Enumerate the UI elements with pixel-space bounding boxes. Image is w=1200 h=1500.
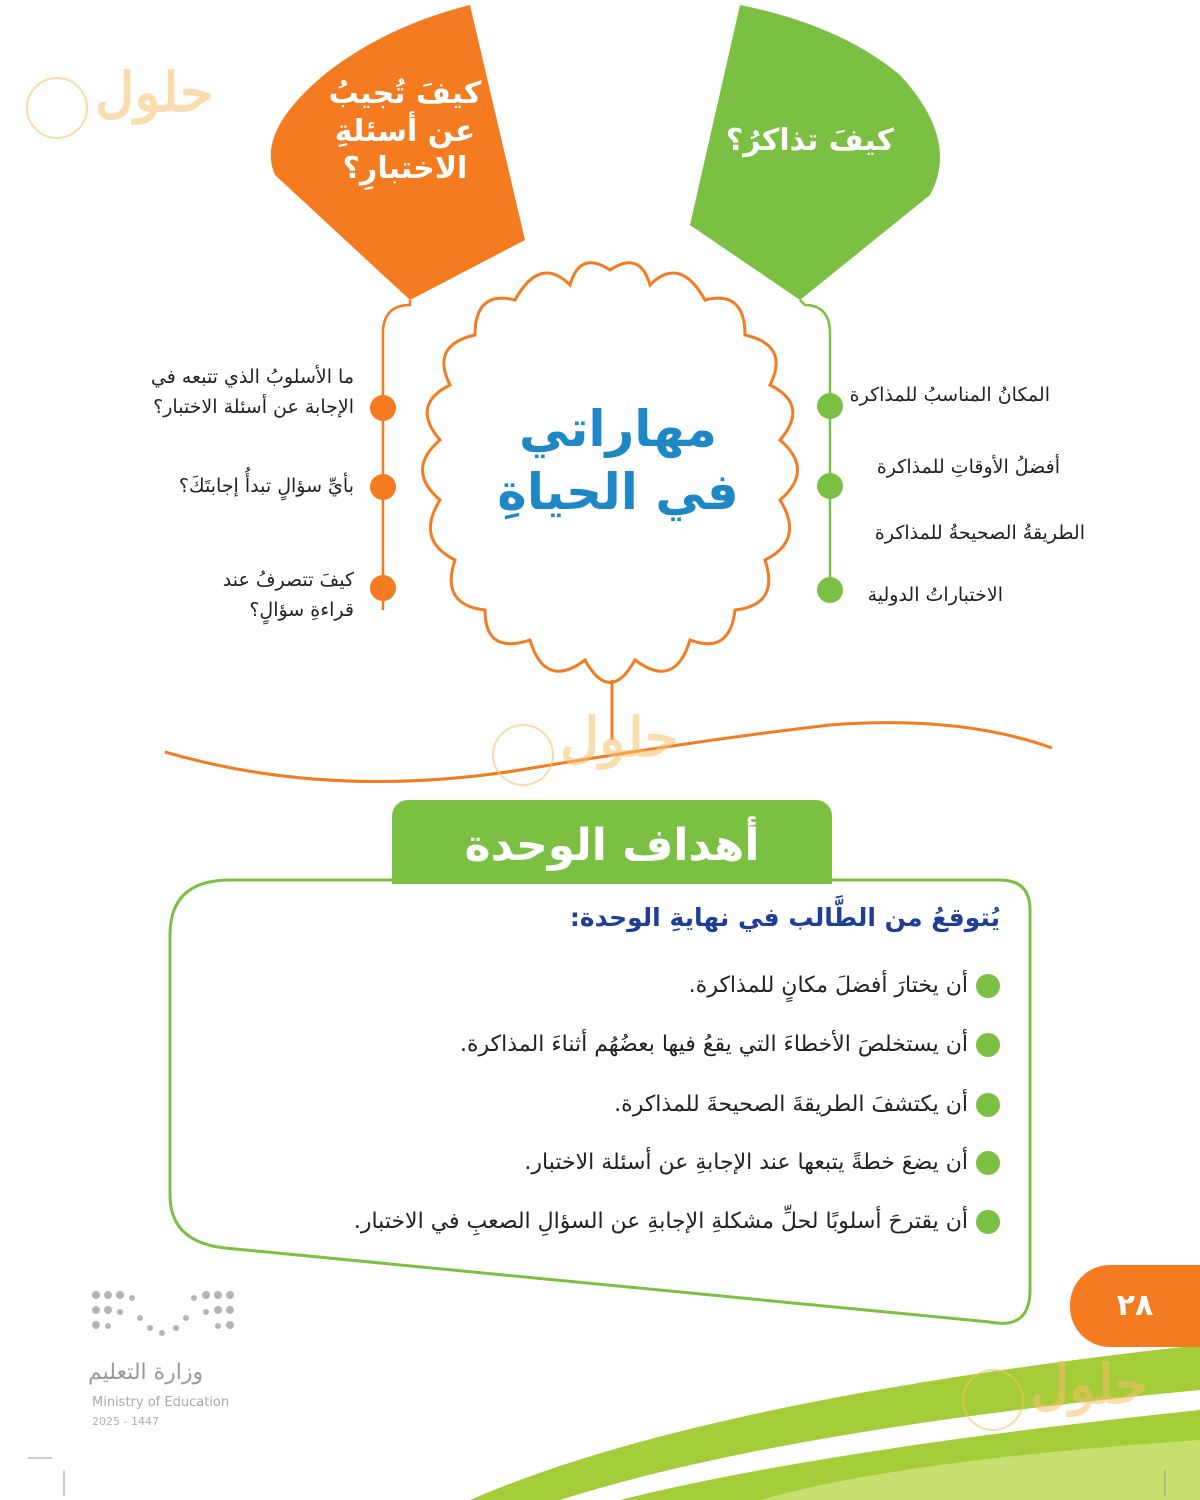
green-branch-item: الطريقةُ الصحيحةُ للمذاكرة: [874, 522, 1085, 544]
green-branch-item: أفضلُ الأوقاتِ للمذاكرة: [876, 456, 1060, 478]
watermark-text: حلول: [560, 705, 679, 769]
watermark-circle: [27, 78, 87, 138]
page-number: ٢٨: [1070, 1265, 1200, 1347]
watermark-circle: [493, 725, 553, 785]
watermark-text: حلول: [1030, 1352, 1149, 1416]
center-title-line: مهاراتي: [518, 400, 718, 458]
objective-item: أن يضعَ خطةً يتبعها عند الإجابةِ عن أسئلة الاختبار.: [524, 1150, 1000, 1175]
watermark-text: حلول: [95, 60, 214, 124]
center-title-line: في الحياةِ: [497, 462, 739, 521]
orange-leaf-line: عن أسئلةِ: [334, 113, 476, 149]
green-leaf-title: كيفَ تذاكرُ؟: [725, 123, 895, 158]
objective-item: أن يستخلصَ الأخطاءَ التي يقعُ فيها بعضُهُم أثناءَ المذاكرة.: [460, 1032, 1000, 1057]
orange-dot: [370, 474, 396, 500]
orange-branch-item: ما الأسلوبُ الذي تتبعه في الإجابة عن أسئلة الاختبار؟: [150, 366, 354, 419]
bullet-dot: [976, 1093, 1000, 1117]
bullet-dot: [976, 974, 1000, 998]
orange-leaf-line: الاختبارِ؟: [342, 151, 468, 186]
green-dot: [817, 577, 843, 603]
bullet-dot: [976, 1210, 1000, 1234]
objective-item: أن يقترحَ أسلوبًا لحلِّ مشكلةِ الإجابةِ عن السؤالِ الصعبِ في الاختبار.: [354, 1209, 1000, 1234]
ministry-name-english: Ministry of Education: [92, 1395, 230, 1410]
center-title: [468, 398, 768, 523]
green-connector-line: [800, 300, 830, 600]
orange-dot: [370, 395, 396, 421]
orange-dot: [370, 575, 396, 601]
orange-leaf-line: كيفَ تُجيبُ: [328, 76, 482, 111]
ministry-logo-dots: [92, 1291, 234, 1336]
objectives-tab-title: أهداف الوحدة: [392, 800, 832, 884]
orange-branch-item: كيفَ تتصرفُ عند قراءةِ سؤالٍ؟: [222, 569, 354, 622]
ministry-name-arabic: وزارة التعليم: [88, 1360, 204, 1385]
green-dot: [817, 473, 843, 499]
orange-connector-line: [383, 300, 410, 610]
objective-item: أن يختارَ أفضلَ مكانٍ للمذاكرة.: [689, 973, 1000, 998]
green-branch-item: الاختباراتُ الدولية: [867, 584, 1003, 606]
objectives-intro: يُتوقعُ من الطَّالب في نهايةِ الوحدة:: [569, 903, 1000, 932]
green-dot: [817, 393, 843, 419]
objective-item: أن يكتشفَ الطريقةَ الصحيحةَ للمذاكرة.: [614, 1092, 1000, 1117]
ministry-year: 2025 - 1447: [92, 1415, 159, 1428]
orange-branch-item: بأيِّ سؤالٍ تبدأُ إجابتَكَ؟: [178, 475, 354, 497]
green-branch-item: المكانُ المناسبُ للمذاكرة: [849, 384, 1050, 406]
orange-leaf-title: [305, 75, 505, 188]
bullet-dot: [976, 1033, 1000, 1057]
bullet-dot: [976, 1151, 1000, 1175]
